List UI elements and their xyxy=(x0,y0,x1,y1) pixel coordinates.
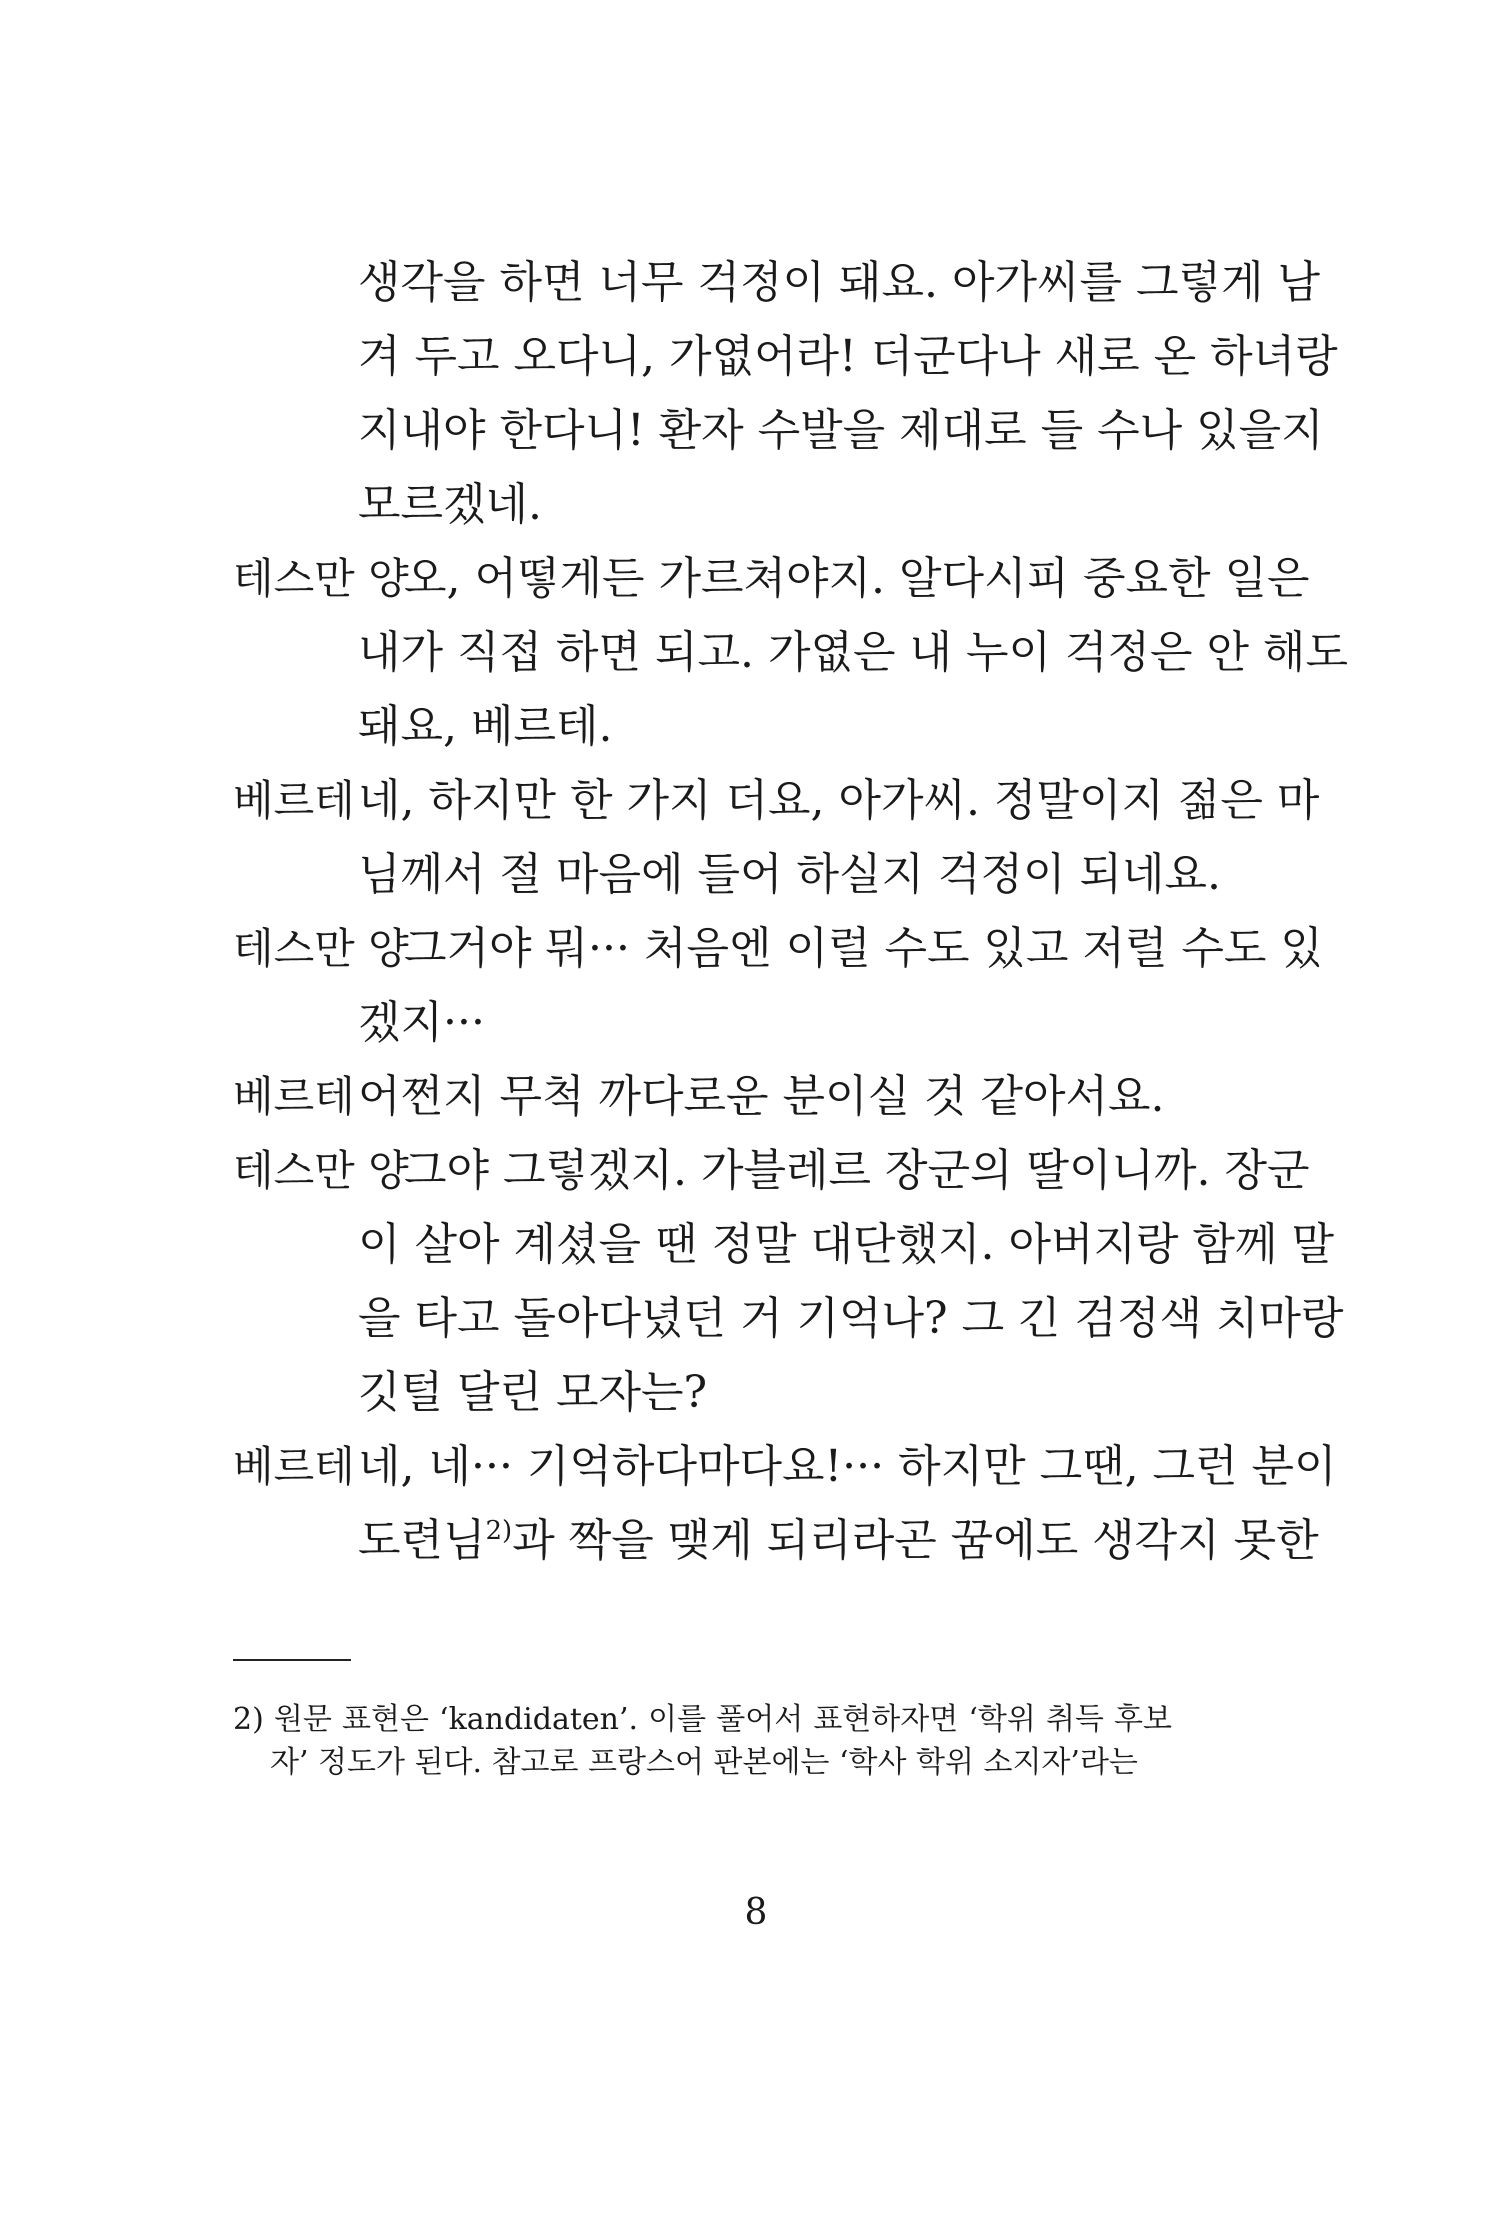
footnote-divider xyxy=(233,1659,351,1661)
dialogue-line: 님께서 절 마음에 들어 하실지 걱정이 되네요. xyxy=(358,849,1221,900)
dialogue-line: 네, 하지만 한 가지 더요, 아가씨. 정말이지 젊은 마 xyxy=(358,775,1320,826)
dialogue-line: 모르겠네. xyxy=(358,479,543,530)
dialogue-line: 겠지··· xyxy=(358,997,485,1048)
speaker-name: 테스만 양 xyxy=(233,1146,409,1195)
dialogue-line: 어쩐지 무척 까다로운 분이실 것 같아서요. xyxy=(358,1071,1165,1122)
dialogue-line: 그거야 뭐··· 처음엔 이럴 수도 있고 저럴 수도 있 xyxy=(404,923,1323,974)
dialogue-line: 도련님$^{2)}$과 짝을 맺게 되리라곤 꿈에도 생각지 못한 xyxy=(358,1515,1319,1566)
page-number: 8 xyxy=(744,1892,768,1933)
footnote-text: 2) 원문 표현은 ‘kandidaten’. 이를 풀어서 표현하자면 ‘학위 취득 후보 xyxy=(233,1702,1172,1737)
dialogue-line: 이 살아 계셨을 땐 정말 대단했지. 아버지랑 함께 말 xyxy=(358,1219,1334,1270)
speaker-name: 테스만 양 xyxy=(233,924,409,973)
dialogue-line: 겨 두고 오다니, 가엾어라! 더군다나 새로 온 하녀랑 xyxy=(358,331,1338,382)
dialogue-line: 생각을 하면 너무 걱정이 돼요. 아가씨를 그렇게 남 xyxy=(358,257,1320,308)
speaker-name: 베르테 xyxy=(233,1072,355,1121)
dialogue-line: 지내야 한다니! 환자 수발을 제대로 들 수나 있을지 xyxy=(358,405,1324,456)
speaker-name: 베르테 xyxy=(233,776,355,825)
speaker-name: 베르테 xyxy=(233,1442,355,1491)
speaker-name: 테스만 양 xyxy=(233,554,409,603)
dialogue-line: 깃털 달린 모자는? xyxy=(358,1367,708,1418)
dialogue-line: 오, 어떻게든 가르쳐야지. 알다시피 중요한 일은 xyxy=(404,553,1310,604)
dialogue-line: 내가 직접 하면 되고. 가엾은 내 누이 걱정은 안 해도 xyxy=(358,627,1348,678)
dialogue-line: 네, 네··· 기억하다마다요!··· 하지만 그땐, 그런 분이 xyxy=(358,1441,1337,1492)
dialogue-line: 돼요, 베르테. xyxy=(358,701,613,752)
footnote-text: 자’ 정도가 된다. 참고로 프랑스어 판본에는 ‘학사 학위 소지자’라는 xyxy=(270,1745,1138,1780)
dialogue-line: 을 타고 돌아다녔던 거 기억나? 그 긴 검정색 치마랑 xyxy=(358,1293,1344,1344)
footnote-reference[interactable]: 2) xyxy=(485,1516,513,1546)
dialogue-line: 그야 그렇겠지. 가블레르 장군의 딸이니까. 장군 xyxy=(404,1145,1310,1196)
